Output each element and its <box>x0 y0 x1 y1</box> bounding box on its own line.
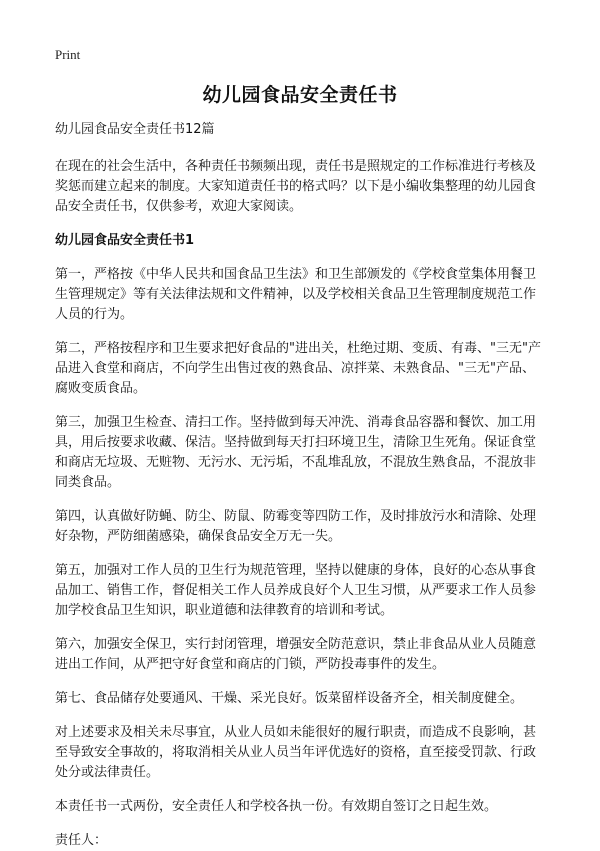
closing-paragraph: 本责任书一式两份，安全责任人和学校各执一份。有效期自签订之日起生效。 <box>55 799 498 814</box>
clause-paragraph: 第六，加强安全保卫，实行封闭管理，增强安全防范意识，禁止非食品从业人员随意进出工作间，从严把守好食堂和商店的门锁，严防投毒事件的发生。 <box>55 637 537 672</box>
clause-paragraph: 第五，加强对工作人员的卫生行为规范管理，坚持以健康的身体，良好的心态从事食品加工、销售工作，督促相关工作人员养成良好个人卫生习惯，从严要求工作人员参加学校食品卫生知识，职业道德和法律教育的培训和考试。 <box>55 563 537 618</box>
clause-paragraph: 对上述要求及相关未尽事宜，从业人员如未能很好的履行职责，而造成不良影响，甚至导致安全事故的，将取消相关从业人员当年评优选好的资格，直至接受罚款、行政处分或法律责任。 <box>55 725 537 780</box>
clause-paragraph: 第一，严格按《中华人民共和国食品卫生法》和卫生部颁发的《学校食堂集体用餐卫生管理规定》等有关法律法规和文件精神，以及学校相关食品卫生管理制度规范工作人员的行为。 <box>55 267 537 322</box>
clause-paragraph: 第三，加强卫生检查、清扫工作。坚持做到每天冲洗、消毒食品容器和餐饮、加工用具，用后按要求收藏、保洁。坚持做到每天打扫环境卫生，清除卫生死角。保证食堂和商店无垃圾、无赃物、无污水、无污垢，不乱堆乱放，不混放生熟食品，不混放非同类食品。 <box>55 415 537 490</box>
document-body <box>55 120 547 851</box>
clause-paragraph: 第七、食品储存处要通风、干燥、采光良好。饭菜留样设备齐全，相关制度健全。 <box>55 691 524 706</box>
intro-paragraph: 在现在的社会生活中，各种责任书频频出现，责任书是照规定的工作标准进行考核及奖惩而建立起来的制度。大家知道责任书的格式吗？以下是小编收集整理的幼儿园食品安全责任书，仅供参考，欢迎大家阅读。 <box>55 159 537 214</box>
document-subtitle: 幼儿园食品安全责任书12篇 <box>55 122 215 137</box>
document-title: 幼儿园食品安全责任书 <box>202 84 398 106</box>
clause-paragraph: 第二，严格按程序和卫生要求把好食品的"进出关，杜绝过期、变质、有毒、"三无"产品进入食堂和商店，不向学生出售过夜的熟食品、凉拌菜、未熟食品、"三无"产品、腐败变质食品。 <box>55 341 541 396</box>
print-link[interactable]: Print <box>55 47 81 62</box>
section-heading: 幼儿园食品安全责任书1 <box>55 233 195 248</box>
clause-paragraph: 第四，认真做好防蝇、防尘、防鼠、防霉变等四防工作，及时排放污水和清除、处理好杂物，严防细菌感染，确保食品安全万无一失。 <box>55 509 537 544</box>
signatory-label: 责任人： <box>55 833 108 848</box>
